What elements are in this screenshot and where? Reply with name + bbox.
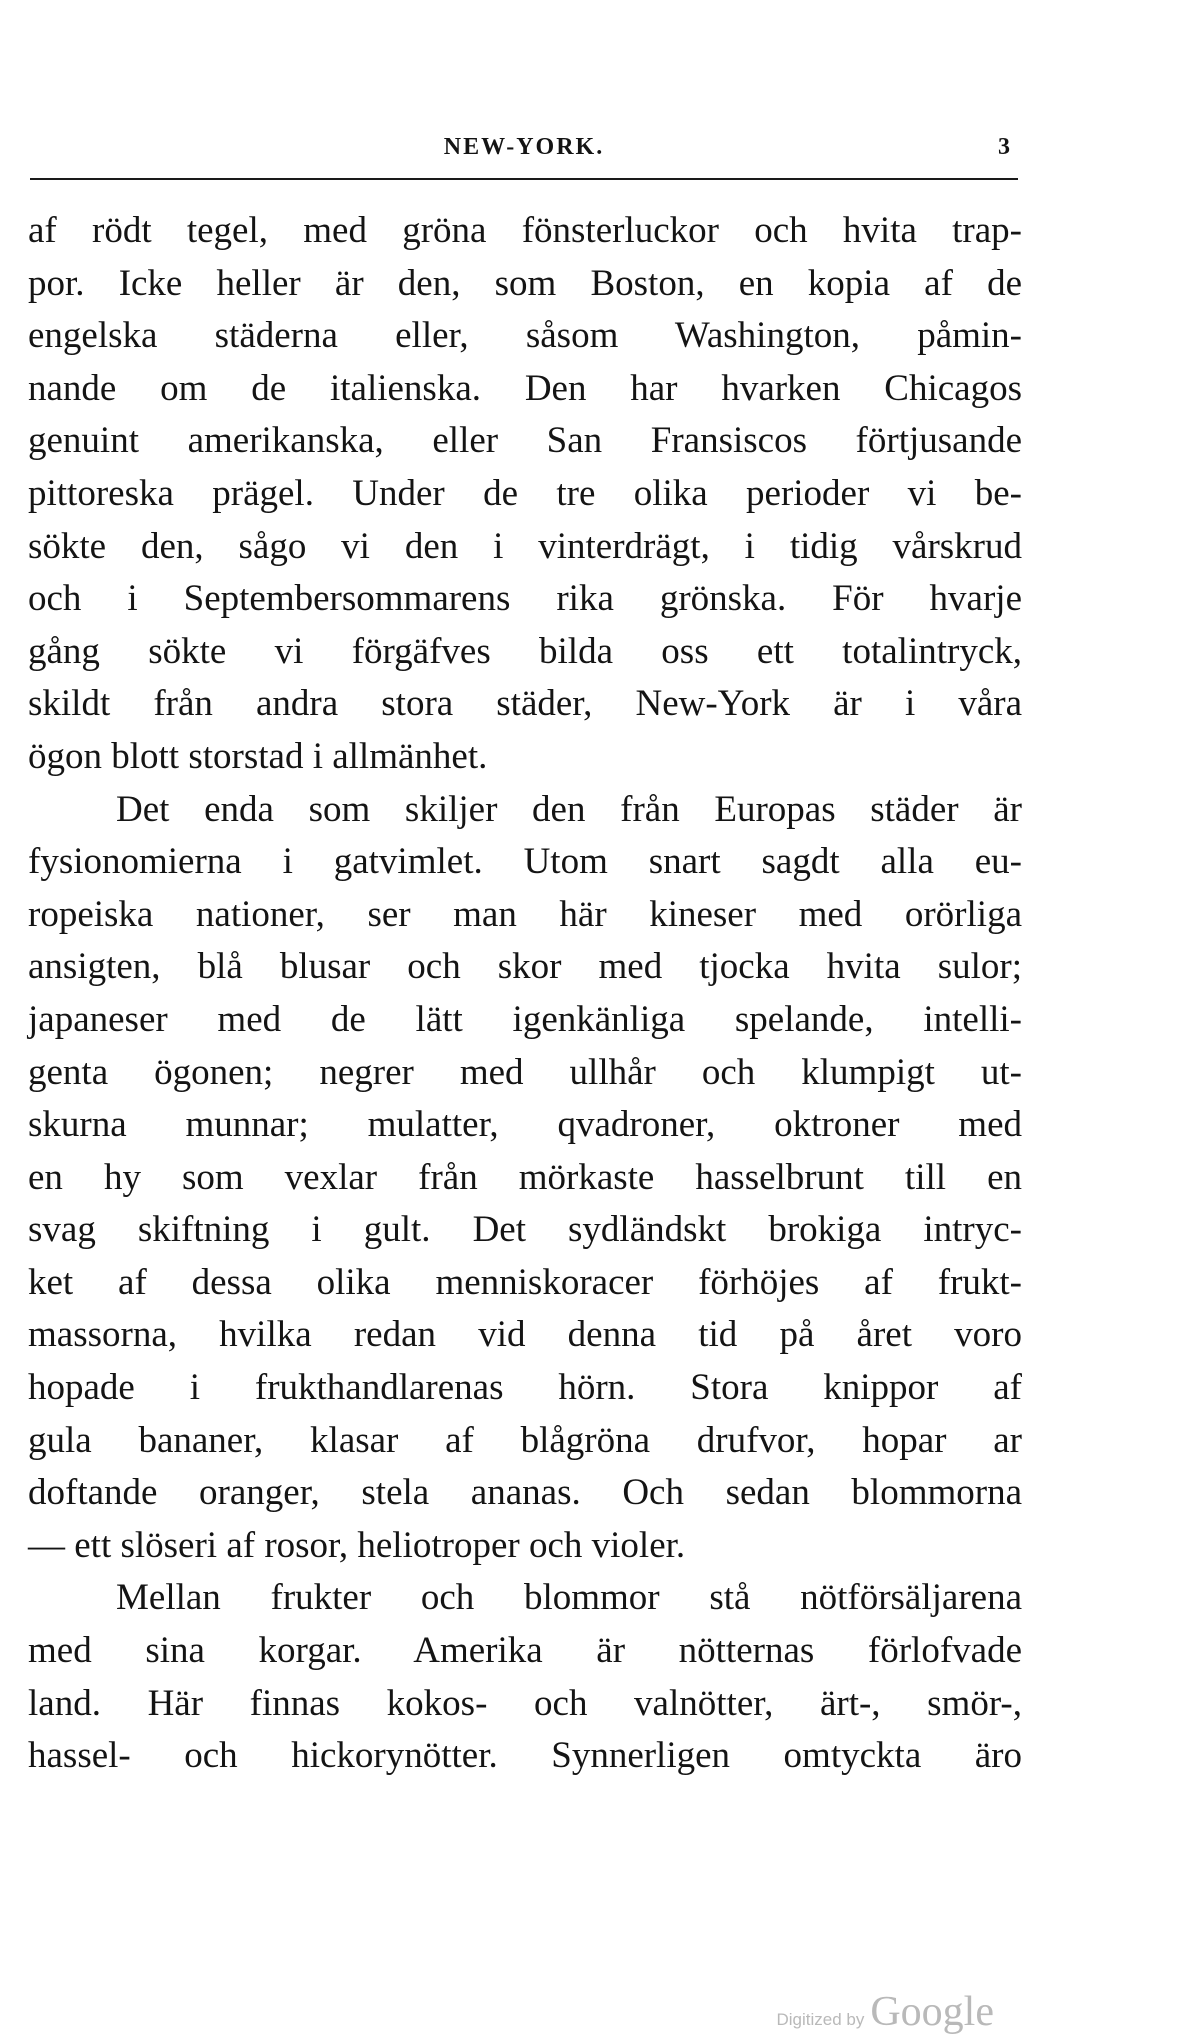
running-head	[30, 128, 1018, 180]
text-line: och i Septembersommarens rika grönska. För hvarje	[28, 578, 1022, 620]
text-line: en hy som vexlar från mörkaste hasselbrunt till en	[28, 1156, 1022, 1198]
text-line: massorna, hvilka redan vid denna tid på året voro	[28, 1314, 1022, 1356]
text-line: gula bananer, klasar af blågröna drufvor, hopar ar	[28, 1419, 1022, 1461]
text-line: skildt från andra stora städer, New-York är i våra	[28, 683, 1022, 725]
text-line: sökte den, sågo vi den i vinterdrägt, i tidig vårskrud	[28, 525, 1022, 567]
text-line: genta ögonen; negrer med ullhår och klumpigt ut-	[28, 1051, 1022, 1093]
text-line: genuint amerikanska, eller San Fransiscos förtjusande	[28, 420, 1022, 462]
digitized-watermark	[776, 1988, 994, 2036]
text-line: — ett slöseri af rosor, heliotroper och violer.	[28, 1524, 686, 1566]
watermark-prefix: Digitized by	[776, 2010, 865, 2029]
text-line: pittoreska prägel. Under de tre olika perioder vi be-	[28, 472, 1022, 514]
text-line: por. Icke heller är den, som Boston, en kopia af de	[28, 262, 1022, 304]
text-line: af rödt tegel, med gröna fönsterluckor och hvita trap-	[28, 210, 1022, 251]
text-line: engelska städerna eller, såsom Washington, påmin-	[28, 315, 1022, 357]
text-line: svag skiftning i gult. Det sydländskt brokiga intryc-	[28, 1209, 1022, 1251]
text-line: ropeiska nationer, ser man här kineser med orörliga	[28, 893, 1022, 935]
text-line: skurna munnar; mulatter, qvadroner, oktroner med	[28, 1104, 1022, 1146]
text-line: gång sökte vi förgäfves bilda oss ett totalintryck,	[28, 630, 1022, 672]
text-line: doftande oranger, stela ananas. Och sedan blommorna	[28, 1472, 1022, 1514]
page-number: 3	[998, 134, 1010, 160]
running-title: NEW-YORK.	[443, 134, 605, 160]
google-logo: Google	[870, 1989, 994, 2035]
text-line: hopade i frukthandlarenas hörn. Stora knippor af	[28, 1367, 1022, 1409]
text-line: hassel- och hickorynötter. Synnerligen omtyckta äro	[28, 1735, 1022, 1777]
text-line: ögon blott storstad i allmänhet.	[28, 735, 488, 777]
text-line: Det enda som skiljer den från Europas städer är	[116, 788, 1022, 830]
text-line: fysionomierna i gatvimlet. Utom snart sagdt alla eu-	[28, 841, 1022, 883]
text-line: Mellan frukter och blommor stå nötförsäljarena	[116, 1577, 1022, 1619]
text-line: nande om de italienska. Den har hvarken Chicagos	[28, 367, 1022, 409]
text-line: ket af dessa olika menniskoracer förhöjes af frukt-	[28, 1261, 1022, 1303]
text-line: japaneser med de lätt igenkänliga spelande, intelli-	[28, 998, 1022, 1040]
text-line: ansigten, blå blusar och skor med tjocka hvita sulor;	[28, 946, 1022, 988]
body-text	[28, 205, 1022, 1783]
text-line: med sina korgar. Amerika är nötternas förlofvade	[28, 1630, 1022, 1672]
text-line: land. Här finnas kokos- och valnötter, ärt-, smör-,	[28, 1682, 1022, 1724]
